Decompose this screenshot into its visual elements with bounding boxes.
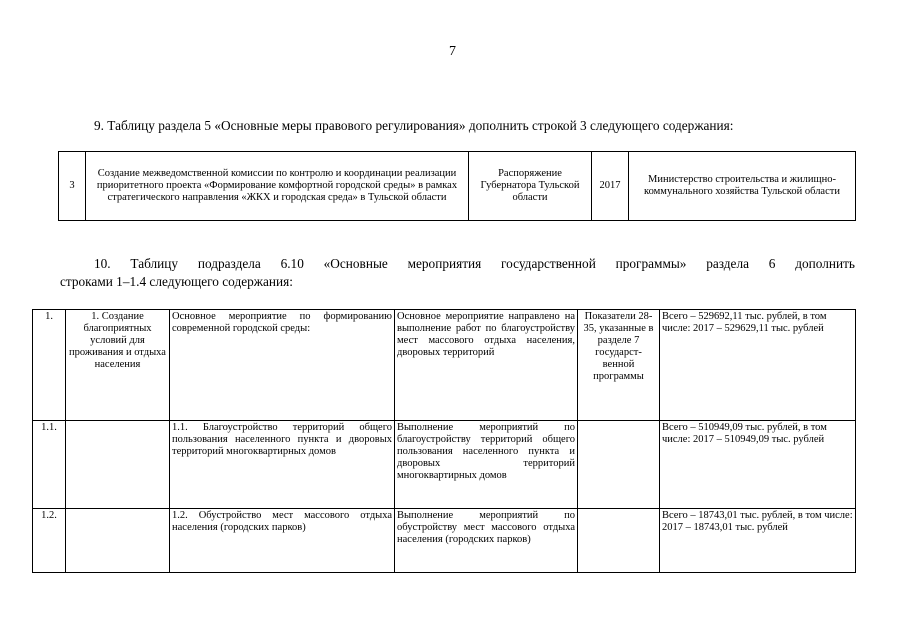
paragraph-10-line-1: 10. Таблицу подраздела 6.10 «Основные мероприятия государственной программы» раздела 6 дополнить xyxy=(94,256,855,271)
row-number: 1.2. xyxy=(33,509,66,573)
paragraph-9: 9. Таблицу раздела 5 «Основные меры правового регулирования» дополнить строкой 3 следующего содержания: xyxy=(94,118,734,133)
row-number: 1. xyxy=(33,310,66,421)
goal-cell: 1. Создание благоприятных условий для проживания и отдыха населения xyxy=(66,310,170,421)
measures-table xyxy=(58,151,856,221)
row-number: 3 xyxy=(59,152,86,221)
table-row xyxy=(33,421,856,509)
event-cell: Основное мероприятие по формированию современной городской среды: xyxy=(170,310,395,421)
indicators-cell xyxy=(578,509,660,573)
table-row xyxy=(33,310,856,421)
event-cell: 1.2. Обустройство мест массового отдыха населения (городских парков) xyxy=(170,509,395,573)
financing-cell: Всего – 529692,11 тыс. рублей, в том числе: 2017 – 529629,11 тыс. рублей xyxy=(660,310,856,421)
table-row xyxy=(59,152,856,221)
indicators-cell: Показатели 28-35, указанные в разделе 7 государст-венной программы xyxy=(578,310,660,421)
description-cell: Выполнение мероприятий по обустройству мест массового отдыха населения (городских парков) xyxy=(395,509,578,573)
document-type: Распоряжение Губернатора Тульской области xyxy=(469,152,592,221)
description-cell: Выполнение мероприятий по благоустройству территорий общего пользования населенного пункта и дворовых территорий многоквартирных домов xyxy=(395,421,578,509)
paragraph-10-line-2: строками 1–1.4 следующего содержания: xyxy=(60,274,293,289)
executor: Министерство строительства и жилищно-коммунального хозяйства Тульской области xyxy=(629,152,856,221)
row-number: 1.1. xyxy=(33,421,66,509)
page-number: 7 xyxy=(449,44,456,59)
table-row xyxy=(33,509,856,573)
goal-cell xyxy=(66,421,170,509)
financing-cell: Всего – 510949,09 тыс. рублей, в том числе: 2017 – 510949,09 тыс. рублей xyxy=(660,421,856,509)
paragraph-10 xyxy=(60,255,855,291)
program-events-table xyxy=(32,309,856,573)
event-cell: 1.1. Благоустройство территорий общего пользования населенного пункта и дворовых территорий многоквартирных домов xyxy=(170,421,395,509)
year: 2017 xyxy=(592,152,629,221)
financing-cell: Всего – 18743,01 тыс. рублей, в том числе: 2017 – 18743,01 тыс. рублей xyxy=(660,509,856,573)
goal-cell xyxy=(66,509,170,573)
measure-name: Создание межведомственной комиссии по контролю и координации реализации приоритетного проекта «Формирование комфортной городской среды» в рамках стратегического направления «ЖКХ и городская среда» в Тульской области xyxy=(86,152,469,221)
description-cell: Основное мероприятие направлено на выполнение работ по благоустройству мест массового отдыха населения, дворовых территорий xyxy=(395,310,578,421)
indicators-cell xyxy=(578,421,660,509)
